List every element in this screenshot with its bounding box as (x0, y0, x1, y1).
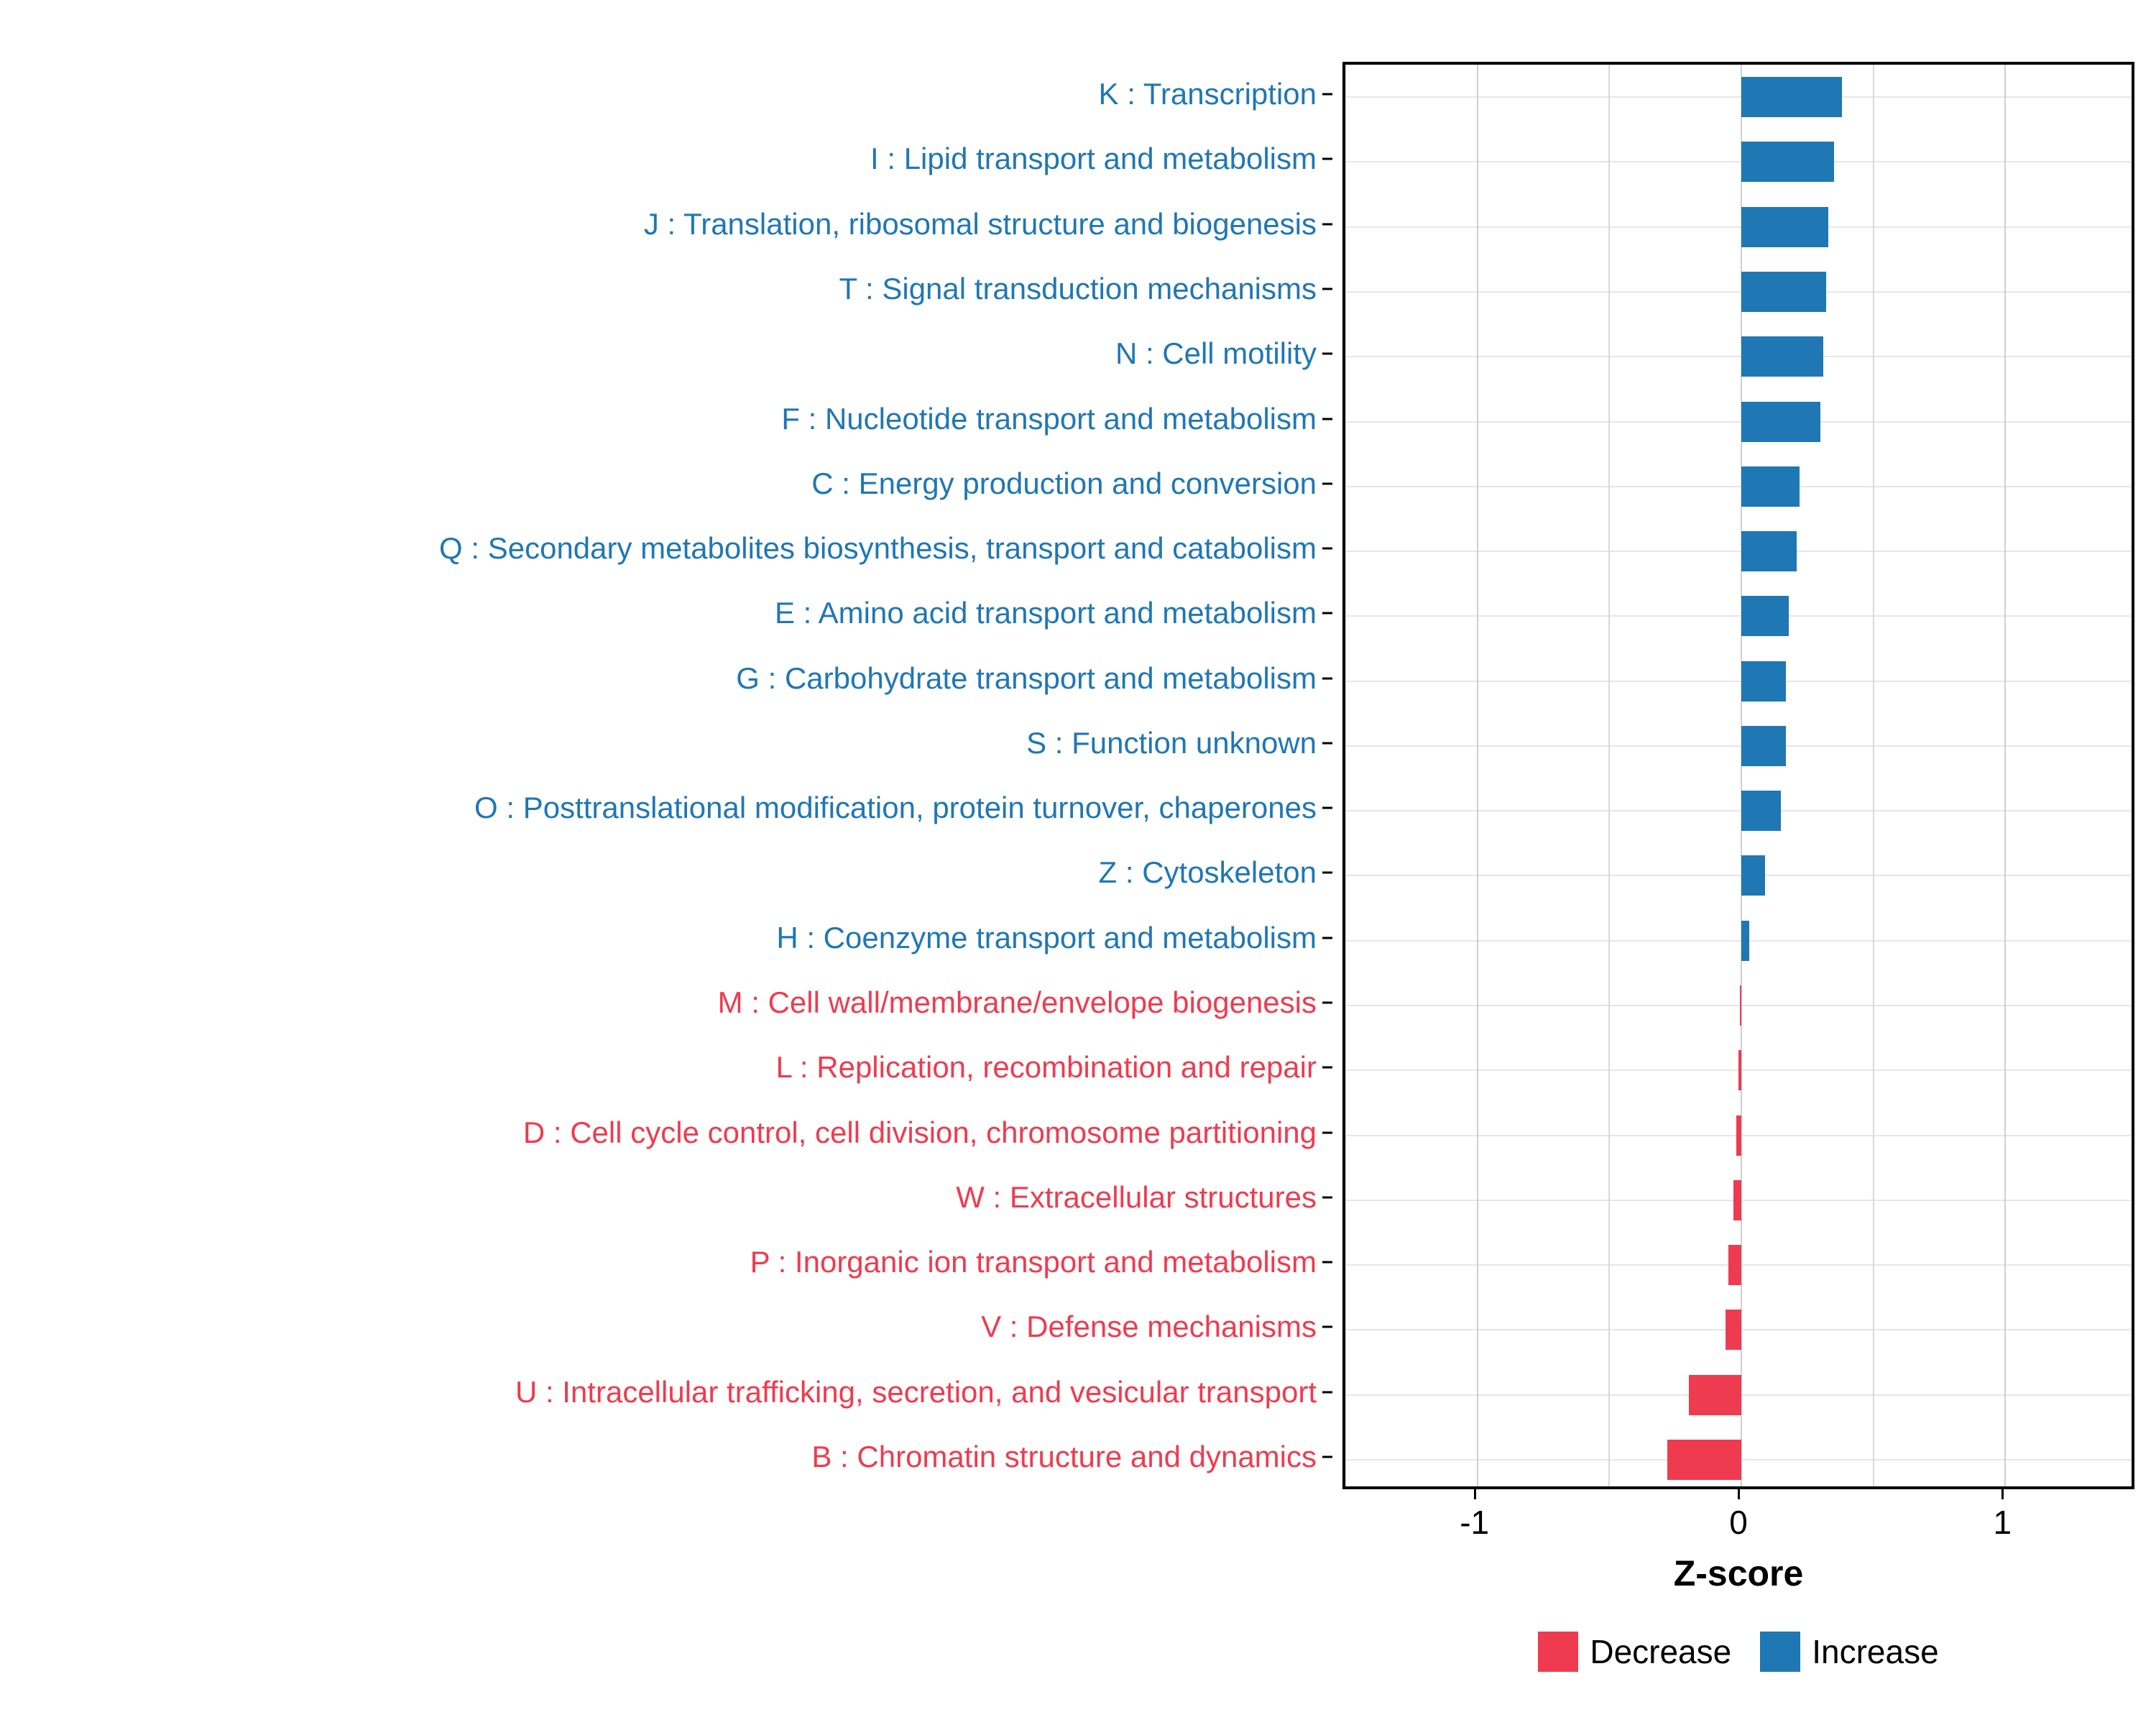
y-axis-tick-mark (1322, 677, 1332, 679)
y-axis-tick-label: C : Energy production and conversion (811, 466, 1321, 501)
bar (1741, 207, 1828, 247)
y-axis-tick-mark (1322, 1391, 1332, 1393)
legend-item-increase[interactable] (1760, 1632, 1938, 1672)
x-axis-tick-label: -1 (1460, 1504, 1490, 1541)
bar (1736, 1116, 1741, 1156)
bar (1733, 1180, 1741, 1220)
x-axis-tick-label: 1 (1993, 1504, 2012, 1541)
y-axis-tick-mark (1322, 807, 1332, 809)
bar (1726, 1310, 1741, 1350)
y-axis-tick-label: W : Extracellular structures (956, 1180, 1321, 1215)
grid-line-horizontal (1345, 421, 2132, 423)
grid-line-horizontal (1345, 615, 2132, 617)
y-axis-tick-mark (1322, 742, 1332, 744)
bar (1728, 1245, 1741, 1285)
bar (1741, 596, 1789, 636)
y-axis-labels (0, 62, 1321, 1489)
legend-item-decrease[interactable] (1538, 1632, 1731, 1672)
grid-line-horizontal (1345, 810, 2132, 811)
y-axis-tick-label: G : Carbohydrate transport and metabolism (736, 661, 1321, 696)
y-axis-tick-mark (1322, 1455, 1332, 1458)
bar (1738, 1050, 1741, 1090)
y-axis-tick-label: M : Cell wall/membrane/envelope biogenesis (718, 985, 1321, 1020)
grid-line-horizontal (1345, 96, 2132, 98)
y-axis-tick-label: O : Posttranslational modification, protein turnover, chaperones (474, 791, 1321, 825)
y-axis-tick-mark (1322, 158, 1332, 160)
grid-line-vertical-major (2004, 65, 2006, 1486)
bar (1741, 142, 1834, 182)
y-axis-tick-label: S : Function unknown (1026, 726, 1321, 760)
x-axis-tick-mark (1738, 1489, 1740, 1499)
bar (1741, 726, 1786, 766)
y-axis-tick-label: T : Signal transduction mechanisms (839, 272, 1321, 306)
y-axis-tick-label: Z : Cytoskeleton (1099, 855, 1321, 890)
y-axis-tick-mark (1322, 1326, 1332, 1328)
grid-line-horizontal (1345, 486, 2132, 487)
grid-line-horizontal (1345, 291, 2132, 293)
grid-line-vertical-major (1477, 65, 1478, 1486)
y-axis-tick-mark (1322, 937, 1332, 939)
y-axis-tick-label: L : Replication, recombination and repair (775, 1050, 1321, 1085)
legend-label-decrease: Decrease (1590, 1633, 1732, 1670)
bar (1741, 336, 1823, 377)
grid-line-horizontal (1345, 1005, 2132, 1006)
bar (1741, 855, 1765, 896)
y-axis-tick-label: V : Defense mechanisms (981, 1310, 1321, 1344)
y-axis-tick-mark (1322, 288, 1332, 290)
legend (1342, 1632, 2134, 1672)
y-axis-tick-mark (1322, 1001, 1332, 1003)
bar (1741, 791, 1781, 831)
y-axis-tick-label: Q : Secondary metabolites biosynthesis, transport and catabolism (439, 531, 1321, 566)
grid-line-horizontal (1345, 745, 2132, 747)
grid-line-horizontal (1345, 356, 2132, 357)
legend-label-increase: Increase (1812, 1633, 1939, 1670)
legend-swatch-decrease-icon (1538, 1632, 1578, 1672)
y-axis-tick-label: F : Nucleotide transport and metabolism (781, 402, 1321, 436)
bar (1741, 77, 1842, 117)
grid-line-horizontal (1345, 940, 2132, 942)
y-axis-tick-label: N : Cell motility (1115, 336, 1321, 371)
y-axis-tick-label: P : Inorganic ion transport and metabolism (750, 1245, 1321, 1279)
y-axis-tick-label: D : Cell cycle control, cell division, chromosome partitioning (523, 1116, 1321, 1150)
grid-line-vertical-minor (1345, 65, 1346, 1486)
y-axis-tick-label: I : Lipid transport and metabolism (870, 142, 1321, 176)
grid-line-vertical-minor (1873, 65, 1874, 1486)
x-axis-tick-mark (2001, 1489, 2004, 1499)
y-axis-tick-label: B : Chromatin structure and dynamics (811, 1440, 1321, 1474)
y-axis-tick-label: K : Transcription (1099, 77, 1321, 111)
grid-line-horizontal (1345, 681, 2132, 682)
grid-line-horizontal (1345, 161, 2132, 162)
bar (1741, 531, 1797, 571)
y-axis-tick-mark (1322, 612, 1332, 615)
y-axis-tick-mark (1322, 93, 1332, 96)
grid-line-vertical-minor (1608, 65, 1610, 1486)
grid-line-horizontal (1345, 551, 2132, 552)
bar (1741, 921, 1749, 961)
y-axis-tick-mark (1322, 1067, 1332, 1069)
y-axis-tick-mark (1322, 1261, 1332, 1264)
x-axis-tick-mark (1474, 1489, 1476, 1499)
y-axis-tick-mark (1322, 482, 1332, 484)
bar (1689, 1375, 1741, 1415)
bar (1741, 402, 1820, 442)
bar (1741, 272, 1826, 312)
y-axis-tick-label: U : Intracellular trafficking, secretion, and vesicular transport (515, 1375, 1321, 1409)
grid-line-horizontal (1345, 226, 2132, 228)
bar (1740, 985, 1741, 1026)
y-axis-tick-mark (1322, 1131, 1332, 1133)
y-axis-tick-label: H : Coenzyme transport and metabolism (776, 921, 1321, 955)
bar (1667, 1440, 1741, 1480)
y-axis-tick-mark (1322, 548, 1332, 550)
y-axis-tick-mark (1322, 1196, 1332, 1198)
bar (1741, 466, 1800, 507)
y-axis-tick-label: J : Translation, ribosomal structure and biogenesis (644, 207, 1321, 242)
x-axis-title: Z-score (1673, 1553, 1804, 1593)
y-axis-tick-mark (1322, 353, 1332, 355)
legend-swatch-increase-icon (1760, 1632, 1800, 1672)
y-axis-tick-mark (1322, 872, 1332, 874)
y-axis-tick-mark (1322, 223, 1332, 225)
grid-line-horizontal (1345, 875, 2132, 876)
bar (1741, 661, 1786, 702)
y-axis-tick-label: E : Amino acid transport and metabolism (775, 596, 1321, 630)
y-axis-tick-mark (1322, 418, 1332, 420)
plot-area (1342, 62, 2134, 1489)
x-axis-tick-label: 0 (1729, 1504, 1748, 1541)
